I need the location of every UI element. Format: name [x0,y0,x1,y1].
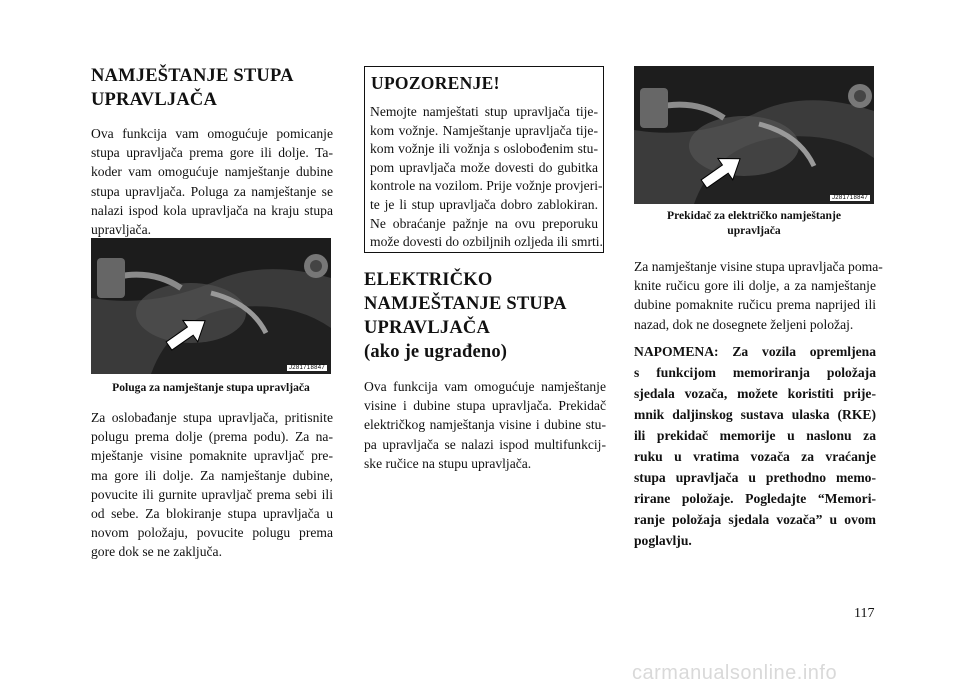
section-heading-electric-column: ELEKTRIČKO NAMJEŠTANJE STUPA UPRAVLJAČA (ako je ugrađeno) [364,270,567,362]
warning-title: UPOZORENJE! [371,73,500,93]
note-paragraph: NAPOMENA: Za vozila opremljena s funkcijom memoriranja položaja sjedala vozača, možete koristiti prije- mnik daljinskog sustava ulaska (RKE) ili prekidač memorije u naslonu za ruku u vratima vozača za vraćanje stupa upravljača u prethodno memo- rirane položaje. Pogledajte “Memori- ranje položaja sjedala vozača” u ovom poglavlju. [634,344,876,548]
lever-photo-illustration [91,238,331,374]
warning-text: Nemojte namještati stup upravljača tije- kom vožnje. Namještanje upravljača tije- kom vožnje ili vožnja s oslobođenim stu- pom upravljača može dovesti do gubitka kontrole na vozilom. Prije vožnje provjeri- te je li stup upravljača dobro zablokiran. Ne obraćanje pažnje na ovu preporuku može dovesti do ozbiljnih ozljeda ili smrti. [370,104,603,250]
figure-caption-lever: Poluga za namještanje stupa upravljača [112,381,310,394]
figure-caption-switch: Prekidač za električko namještanje upravljača [667,209,841,237]
electric-paragraph: Ova funkcija vam omogućuje namještanje visine i dubine stupa upravljača. Prekidač električkog namještanja visine i dubine stu- pa upravljača se nalazi ispod multifunkcij- ske ručice na stupu upravljača. [364,379,606,471]
figure-code: J281718847 [288,365,325,371]
lever-photo [91,238,331,374]
switch-photo-illustration [634,66,874,204]
release-paragraph: Za oslobađanje stupa upravljača, pritisnite polugu prema dolje (prema podu). Za na- mještanje visine pomaknite upravljač pre- ma gore ili dolje. Za namještanje dubine, povucite ili gurnite upravljač prema sebi ili od sebe. Za blokiranje stupa upravljača u novom položaju, povucite polugu prema gore dok se ne zaključa. [91,410,333,560]
watermark-text: carmanualsonline.info [632,662,838,684]
adjust-paragraph: Za namještanje visine stupa upravljača poma- knite ručicu gore ili dolje, a za namještanje dubine pomaknite ručicu prema naprijed ili nazad, dok ne dosegnete željeni položaj. [634,259,883,332]
intro-paragraph: Ova funkcija vam omogućuje pomicanje stupa upravljača prema gore ili dolje. Ta- koder vam omogućuje namještanje dubine stupa upravljača. Poluga za namještanje se nalazi ispod kola upravljača na kraju stupa upravljača. [91,126,333,238]
switch-photo [634,66,874,204]
figure-code: J281718847 [831,195,868,201]
warning-box [364,66,604,253]
section-heading-steering-column: NAMJEŠTANJE STUPA UPRAVLJAČA [91,66,294,110]
page-number: 117 [854,606,875,621]
